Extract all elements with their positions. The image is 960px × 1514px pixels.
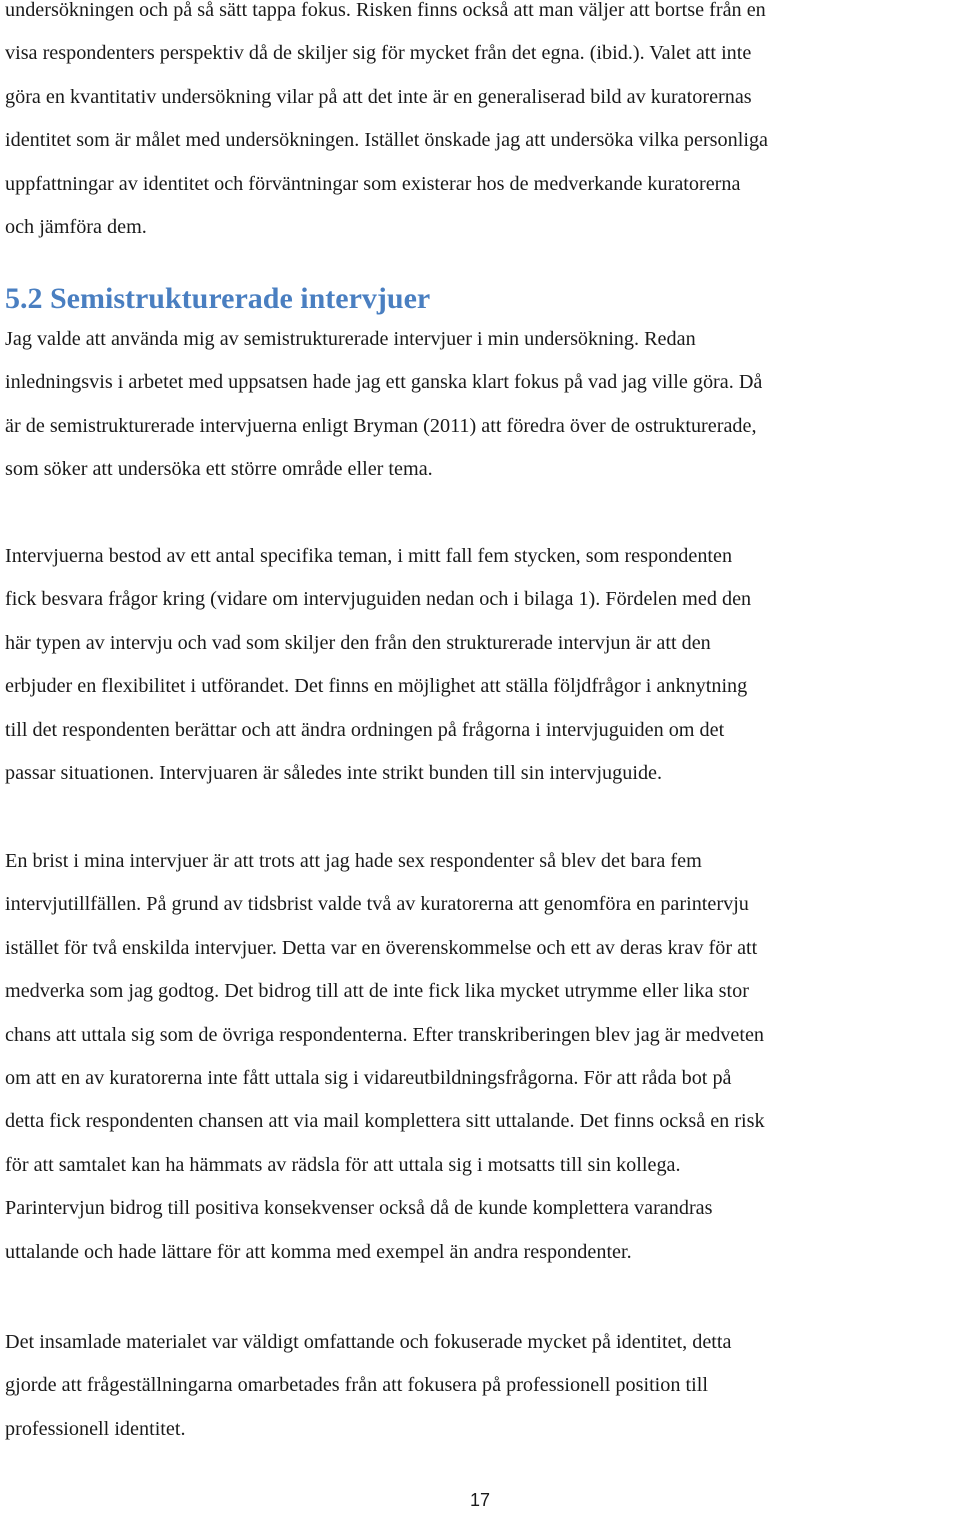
paragraph-line: professionell identitet. [5, 1417, 186, 1440]
paragraph-conclusion [5, 1321, 960, 1451]
paragraph-line: intervjutillfällen. På grund av tidsbrist valde två av kuratorerna att genomföra en parintervju [5, 893, 749, 916]
paragraph-line: istället för två enskilda intervjuer. Detta var en överenskommelse och ett av deras krav för att [5, 936, 758, 959]
paragraph-line: och jämföra dem. [5, 215, 147, 238]
paragraph-line: för att samtalet kan ha hämmats av rädsla för att uttala sig i motsatts till sin kollega. [5, 1153, 681, 1176]
paragraph-line: om att en av kuratorerna inte fått uttala sig i vidareutbildningsfrågorna. För att råda bot på [5, 1066, 732, 1089]
paragraph-line: En brist i mina intervjuer är att trots att jag hade sex respondenter så blev det bara fem [5, 850, 702, 872]
paragraph-line: till det respondenten berättar och att ändra ordningen på frågorna i intervjuguiden om det [5, 718, 725, 741]
paragraph-line: som söker att undersöka ett större område eller tema. [5, 458, 433, 481]
paragraph-line: är de semistrukturerade intervjuerna enligt Bryman (2011) att föredra över de ostrukturerade, [5, 414, 757, 437]
paragraph-line: fick besvara frågor kring (vidare om intervjuguiden nedan och i bilaga 1). Fördelen med den [5, 588, 752, 611]
paragraph-line: chans att uttala sig som de övriga respondenterna. Efter transkriberingen blev jag är medveten [5, 1023, 765, 1046]
paragraph-line: göra en kvantitativ undersökning vilar på att det inte är en generaliserad bild av kuratorernas [5, 85, 752, 108]
paragraph-line: medverka som jag godtog. Det bidrog till att de inte fick lika mycket utrymme eller lika stor [5, 980, 749, 1003]
section-heading: 5.2 Semistrukturerade intervjuer [5, 282, 431, 315]
paragraph-line: inledningsvis i arbetet med uppsatsen hade jag ett ganska klart fokus på vad jag ville göra. Då [5, 371, 763, 394]
paragraph-line: undersökningen och på så sätt tappa fokus. Risken finns också att man väljer att bortse från en [5, 0, 766, 21]
paragraph-line: uppfattningar av identitet och förväntningar som existerar hos de medverkande kuratorerna [5, 172, 741, 195]
paragraph-intro [5, 0, 960, 249]
paragraph-line: gjorde att frågeställningarna omarbetades från att fokusera på professionell position till [5, 1374, 708, 1397]
paragraph-line: identitet som är målet med undersökningen. Istället önskade jag att undersöka vilka personliga [5, 129, 768, 152]
page-number: 17 [469, 1490, 491, 1510]
paragraph-line: erbjuder en flexibilitet i utförandet. Det finns en möjlighet att ställa följdfrågor i anknytning [5, 675, 748, 698]
paragraph-line: visa respondenters perspektiv då de skiljer sig för mycket från det egna. (ibid.). Valet att inte [5, 42, 752, 65]
paragraph-limitations [5, 840, 960, 1274]
paragraph-line: passar situationen. Intervjuaren är således inte strikt bunden till sin intervjuguide. [5, 761, 663, 784]
paragraph-line: Intervjuerna bestod av ett antal specifika teman, i mitt fall fem stycken, som respondenten [5, 545, 733, 567]
paragraph-line: Det insamlade materialet var väldigt omfattande och fokuserade mycket på identitet, detta [5, 1331, 732, 1353]
paragraph-line: uttalande och hade lättare för att komma med exempel än andra respondenter. [5, 1240, 632, 1263]
paragraph-line: Parintervjun bidrog till positiva konsekvenser också då de kunde komplettera varandras [5, 1197, 713, 1220]
paragraph-line: detta fick respondenten chansen att via mail komplettera sitt uttalande. Det finns också en risk [5, 1110, 765, 1133]
paragraph-interview-themes [5, 535, 960, 795]
paragraph-method-choice [5, 318, 960, 492]
paragraph-line: här typen av intervju och vad som skiljer den från den strukturerade intervjun är att den [5, 631, 711, 654]
paragraph-line: Jag valde att använda mig av semistrukturerade intervjuer i min undersökning. Redan [5, 328, 696, 350]
